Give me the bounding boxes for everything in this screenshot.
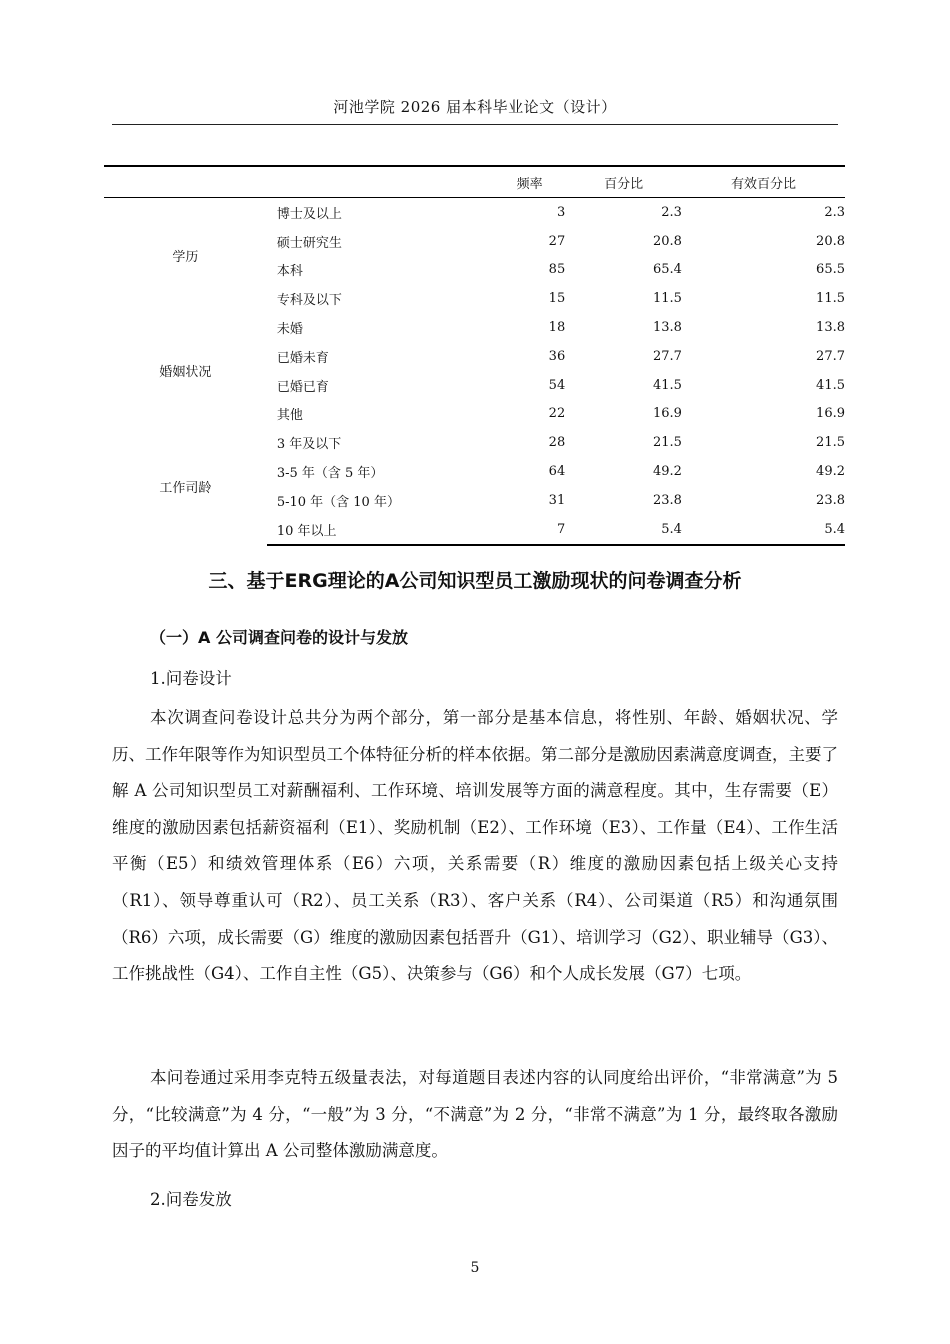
paragraph-2: 本问卷通过采用李克特五级量表法，对每道题目表述内容的认同度给出评价，“非常满意”为 5 分，“比较满意”为 4 分，“一般”为 3 分，“不满意”为 2 分，“非常不满意”为 1 分，最终取各激励因子的平均值计算出 A 公司整体激励满意度。 [112, 1068, 838, 1161]
percent-cell: 23.8 [652, 492, 682, 508]
valid-percent-cell: 49.2 [816, 464, 845, 480]
frequency-cell: 27 [548, 233, 566, 249]
group-label: 学历 [172, 250, 199, 266]
percent-cell: 49.2 [652, 464, 682, 480]
valid-percent-cell: 27.7 [816, 348, 845, 364]
category-cell: 5-10 年（含 10 年） [276, 494, 400, 510]
table-row [104, 198, 845, 227]
paragraph-1: 本次调查问卷设计总共分为两个部分，第一部分是基本信息，将性别、年龄、婚姻状况、学历、工作年限等作为知识型员工个体特征分析的样本依据。第二部分是激励因素满意度调查，主要了解 A 公司知识型员工对薪酬福利、工作环境、培训发展等方面的满意程度。其中，生存需要（E）维度的激励因素包括薪资福利（E1）、奖励机制（E2）、工作环境（E3）、工作量（E4）、工作生活平衡（E5）和绩效管理体系（E6）六项，关系需要（R）维度的激励因素包括上级关心支持（R1）、领导尊重认可（R2）、员工关系（R3）、客户关系（R4）、公司渠道（R5）和沟通氛围（R6）六项，成长需要（G）维度的激励因素包括晋升（G1）、培训学习（G2）、职业辅导（G3）、工作挑战性（G4）、工作自主性（G5）、决策参与（G6）和个人成长发展（G7）七项。 [112, 708, 838, 984]
valid-percent-cell: 13.8 [816, 320, 845, 336]
header-percent: 百分比 [565, 166, 682, 198]
valid-percent-cell: 20.8 [816, 233, 845, 249]
header-group [104, 166, 267, 198]
category-cell: 硕士研究生 [276, 235, 342, 251]
group-label: 工作司龄 [159, 480, 212, 496]
category-cell: 3-5 年（含 5 年） [276, 466, 384, 482]
category-cell: 已婚未育 [276, 350, 329, 366]
percent-cell: 65.4 [652, 262, 682, 278]
demographics-table [104, 165, 845, 546]
category-cell: 专科及以下 [276, 293, 342, 309]
percent-cell: 11.5 [652, 291, 682, 307]
category-cell: 博士及以上 [276, 206, 342, 222]
percent-cell: 5.4 [565, 515, 682, 545]
frequency-cell: 18 [548, 320, 566, 336]
percent-cell: 20.8 [652, 233, 682, 249]
category-cell: 本科 [276, 264, 303, 280]
valid-percent-cell: 41.5 [816, 377, 845, 393]
frequency-cell: 54 [548, 377, 566, 393]
valid-percent-cell: 16.9 [816, 406, 845, 422]
item-heading-1: 1.问卷设计 [150, 669, 232, 688]
frequency-cell: 7 [494, 515, 565, 545]
table-row [104, 428, 845, 457]
category-cell: 已婚已育 [276, 379, 329, 395]
group-label: 婚姻状况 [159, 365, 212, 381]
item-heading-2: 2.问卷发放 [150, 1190, 232, 1209]
category-cell: 10 年以上 [267, 515, 494, 545]
valid-percent-cell: 5.4 [682, 515, 845, 545]
category-cell: 其他 [276, 408, 303, 424]
valid-percent-cell: 21.5 [816, 435, 845, 451]
frequency-cell: 28 [548, 435, 566, 451]
valid-percent-cell: 65.5 [816, 262, 845, 278]
subsection-title: （一）A 公司调查问卷的设计与发放 [150, 628, 408, 647]
header-valid-percent: 有效百分比 [682, 166, 845, 198]
percent-cell: 2.3 [661, 204, 682, 220]
table-row [104, 313, 845, 342]
frequency-cell: 3 [556, 204, 566, 220]
frequency-cell: 31 [548, 492, 566, 508]
percent-cell: 27.7 [652, 348, 682, 364]
percent-cell: 13.8 [652, 320, 682, 336]
header-category [267, 166, 494, 198]
frequency-cell: 22 [548, 406, 566, 422]
section-title: 三、基于ERG理论的A公司知识型员工激励现状的问卷调查分析 [208, 570, 742, 592]
frequency-cell: 64 [548, 464, 566, 480]
table-header-row [104, 166, 845, 198]
percent-cell: 41.5 [652, 377, 682, 393]
percent-cell: 21.5 [652, 435, 682, 451]
valid-percent-cell: 23.8 [816, 492, 845, 508]
frequency-cell: 36 [548, 348, 566, 364]
percent-cell: 16.9 [652, 406, 682, 422]
page-header: 河池学院 2026 届本科毕业论文（设计） [333, 98, 617, 116]
category-cell: 3 年及以下 [276, 437, 342, 453]
frequency-cell: 85 [548, 262, 566, 278]
category-cell: 未婚 [276, 322, 303, 338]
valid-percent-cell: 11.5 [816, 291, 845, 307]
page-number: 5 [470, 1260, 480, 1276]
header-frequency: 频率 [494, 166, 565, 198]
valid-percent-cell: 2.3 [824, 204, 845, 220]
header-rule [112, 124, 838, 125]
frequency-cell: 15 [548, 291, 566, 307]
